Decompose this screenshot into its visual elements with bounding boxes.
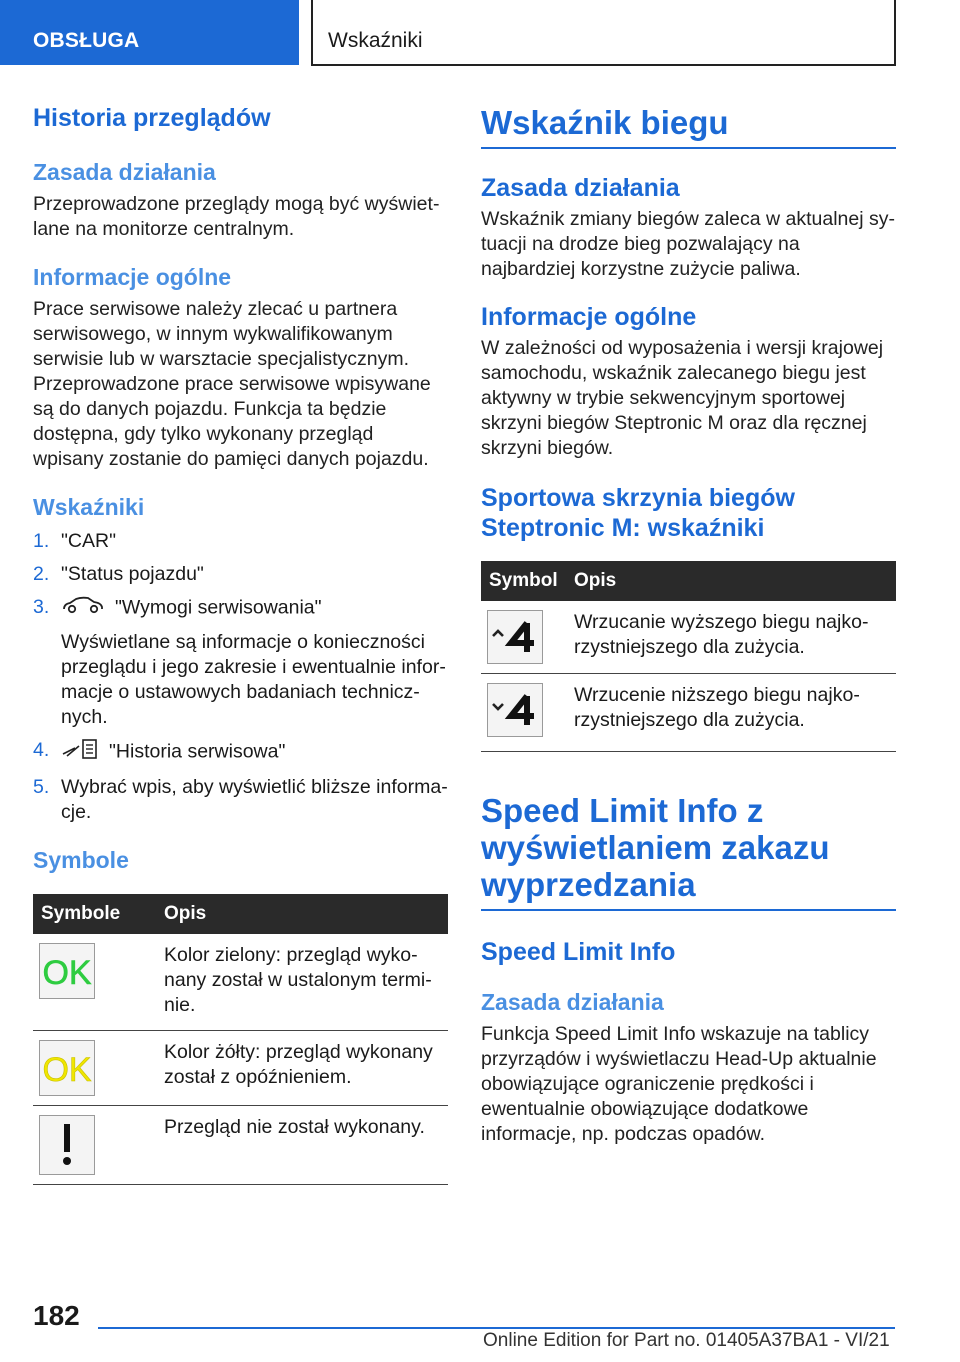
general-text: Prace serwisowe należy zlecać u partnera serwisowego, w innym wykwalifikowanym serwisie lub w warsztacie specjalistycznym. Przeprowadzone prace serwisowe wpisywane są do danych pojazdu. Funkcja ta będzie dostępna, gdy tylko wykonany przegląd wpisany zostanie do pamięci danych pojazdu. (33, 298, 431, 470)
footer-divider (98, 1327, 895, 1329)
speed-principle-heading: Zasada działania (481, 989, 664, 1015)
table-row: Wrzucanie wyższego biegu najkorzystniejszego dla zużycia. (481, 601, 896, 674)
table-header: Symbol (481, 561, 566, 601)
gear-symbols-table (481, 561, 896, 752)
service-history-title: Historia przeglądów (33, 104, 271, 132)
speed-limit-title: Speed Limit Info z wyświetlaniem zakazu wyprzedzania (481, 792, 896, 911)
gear-indicator-title: Wskaźnik biegu (481, 104, 896, 149)
principle-heading: Zasada działania (33, 159, 216, 185)
sport-gearbox-heading: Sportowa skrzynia biegów Steptronic M: wskaźniki (481, 484, 795, 542)
left-column (33, 100, 448, 1185)
edition-text: Online Edition for Part no. 01405A37BA1 - VI/21 (483, 1330, 890, 1351)
service-history-icon (61, 738, 99, 767)
principle-text: Przeprowadzone przeglądy mogą być wyświetlane na monitorze centralnym. (33, 193, 440, 240)
general-heading: Informacje ogólne (481, 303, 697, 331)
table-row: Wrzucenie niższego biegu najkorzystniejszego dla zużycia. (481, 674, 896, 752)
upshift-4-icon (487, 610, 543, 664)
steps-list (33, 529, 448, 825)
table-row: OK Kolor żółty: przegląd wykonany został z opóźnieniem. (33, 1031, 448, 1106)
symbols-table (33, 894, 448, 1185)
speed-limit-subheading: Speed Limit Info (481, 938, 676, 966)
ok-yellow-icon (39, 1040, 95, 1096)
exclamation-icon (39, 1115, 95, 1175)
page-number: 182 (33, 1300, 80, 1331)
list-item: 4. "Historia serwisowa" (33, 738, 448, 767)
car-icon (61, 595, 105, 622)
list-item: 1. "CAR" (33, 530, 117, 552)
indicators-heading: Wskaźniki (33, 494, 145, 520)
principle-text: Wskaźnik zmiany biegów zaleca w aktualnej sytuacji na drodze bieg pozwalający na najbardziej korzystne zużycie paliwa. (481, 208, 896, 280)
symbols-heading: Symbole (33, 847, 129, 873)
table-row: Przegląd nie został wykonany. (33, 1106, 448, 1185)
list-item: 3. "Wymogi serwisowania" Wyświetlane są informacje o konieczności przeglądu i jego zakresie i ewentualnie informacje o ustawowych badaniach technicznych. (33, 596, 446, 728)
table-header: Opis (566, 561, 896, 601)
svg-text:OK: OK (42, 954, 92, 991)
principle-heading: Zasada działania (481, 174, 680, 202)
general-heading: Informacje ogólne (33, 264, 232, 290)
table-header: Symbole (33, 894, 156, 934)
list-item: 2. "Status pojazdu" (33, 563, 204, 585)
downshift-4-icon (487, 683, 543, 737)
speed-limit-text: Funkcja Speed Limit Info wskazuje na tablicy przyrządów i wyświetlaczu Head-Up aktualnie obowiązujące ograniczenie prędkości i ewentualnie obowiązujące dodatkowe informacje, np. podczas opadów. (481, 1023, 877, 1145)
table-row: OK Kolor zielony: przegląd wykonany został w ustalonym terminie. (33, 934, 448, 1031)
list-item: 5. Wybrać wpis, aby wyświetlić bliższe informacje. (33, 776, 448, 823)
table-header: Opis (156, 894, 448, 934)
ok-green-icon (39, 943, 95, 999)
chapter-title: Wskaźniki (311, 0, 896, 66)
section-tab: OBSŁUGA (0, 0, 299, 65)
right-column (481, 100, 896, 1147)
general-text: W zależności od wyposażenia i wersji krajowej samochodu, wskaźnik zalecanego biegu jest aktywny w trybie sekwencyjnym sportowej skrzyni biegów Steptronic M oraz dla ręcznej skrzyni biegów. (481, 337, 884, 459)
svg-text:OK: OK (42, 1051, 92, 1088)
